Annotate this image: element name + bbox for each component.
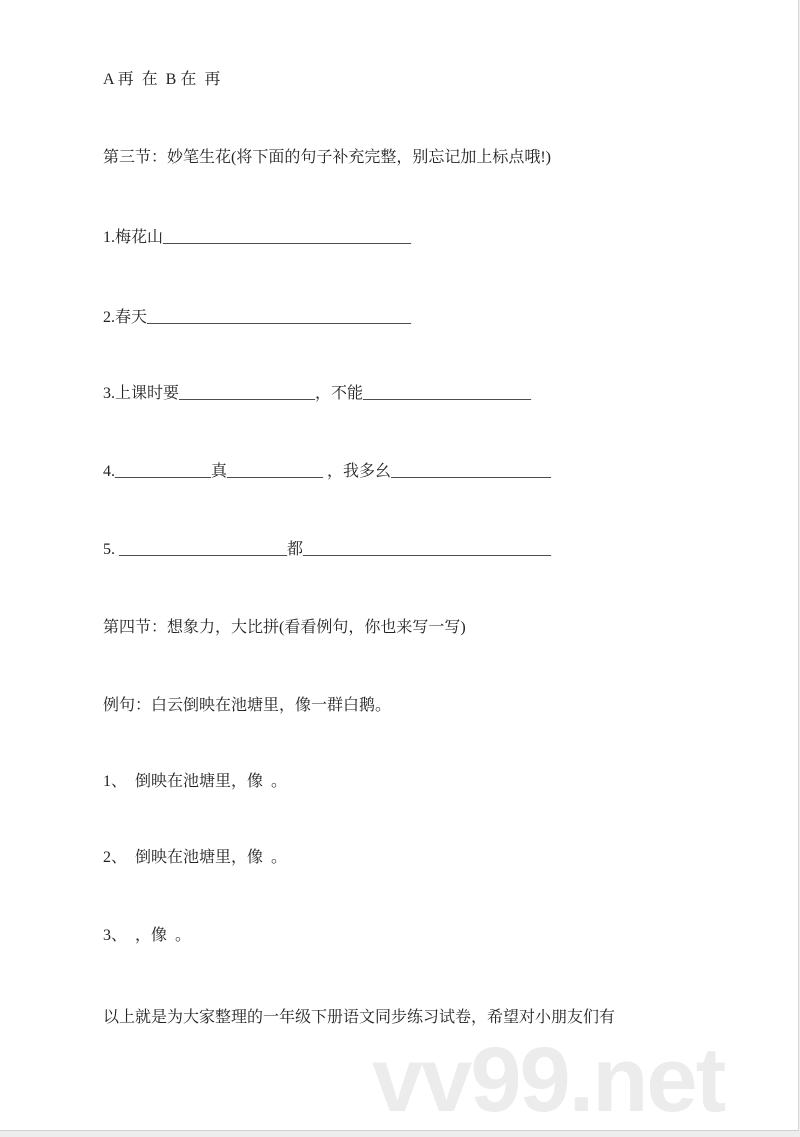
imagination-line-3: 3、 ，像 。 <box>103 927 192 944</box>
imagination-line-2: 2、 倒映在池塘里，像 。 <box>103 849 288 866</box>
exercise-line-2: 2.春天_________________________________ <box>103 309 412 326</box>
section-4-heading: 第四节：想象力，大比拼(看看例句，你也来写一写) <box>103 619 466 636</box>
example-sentence: 例句：白云倒映在池塘里，像一群白鹅。 <box>103 697 392 714</box>
watermark: vv99.net <box>372 1029 725 1131</box>
exercise-line-3: 3.上课时要_________________，不能_____________________ <box>103 385 532 402</box>
answer-options: A 再 在 B 在 再 <box>103 71 221 88</box>
closing-text: 以上就是为大家整理的一年级下册语文同步练习试卷，希望对小朋友们有 <box>103 1009 616 1026</box>
section-3-heading: 第三节：妙笔生花(将下面的句子补充完整，别忘记加上标点哦!) <box>103 149 551 166</box>
imagination-line-1: 1、 倒映在池塘里，像 。 <box>103 773 288 790</box>
exercise-line-4: 4.____________真____________ ，我多幺____________________ <box>103 463 552 480</box>
exercise-line-1: 1.梅花山_______________________________ <box>103 229 412 246</box>
exercise-line-5: 5. _____________________都_______________________________ <box>103 541 552 558</box>
